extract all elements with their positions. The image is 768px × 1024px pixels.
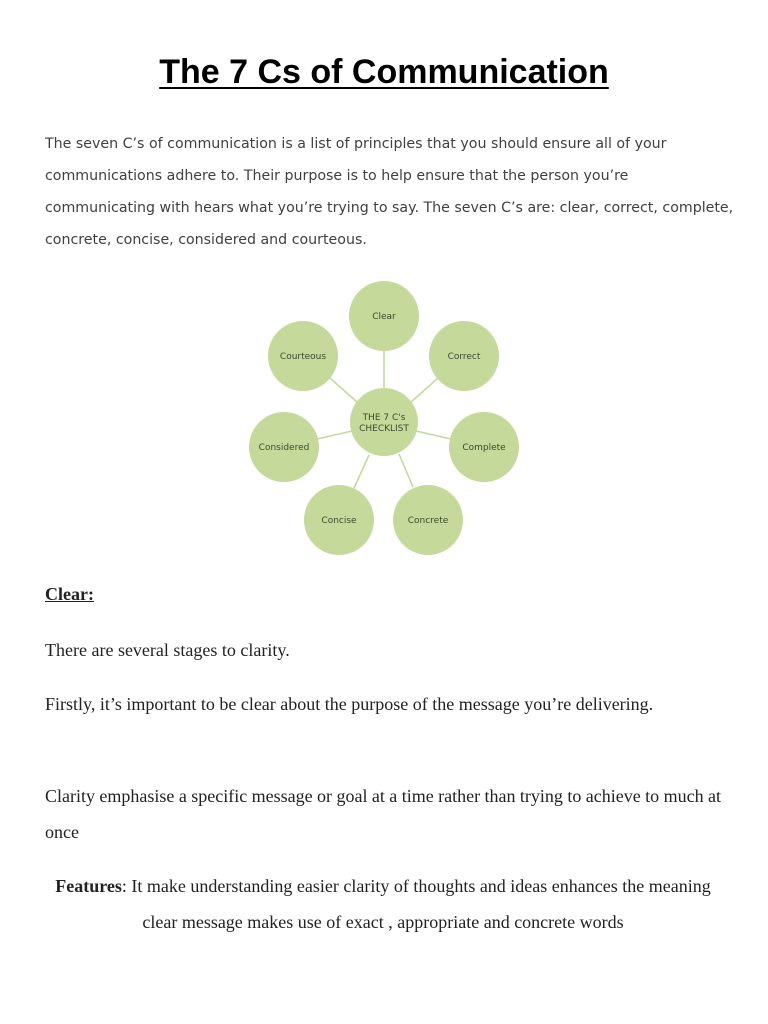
clear-paragraph-2: Firstly, it’s important to be clear about the purpose of the message you’re delivering. [45,694,654,714]
seven-cs-diagram [0,270,768,570]
node-label-concise: Concise [321,516,357,526]
connector-line-concrete [399,454,413,487]
node-label-complete: Complete [462,443,506,453]
node-complete [449,412,519,482]
connector-line-courteous [330,378,358,403]
clear-paragraph-3: Clarity emphasise a specific message or goal at a time rather than trying to achieve to much at once [45,786,721,842]
connector-line-concise [354,455,369,488]
node-clear [349,281,419,351]
page-title: The 7 Cs of Communication [159,53,609,91]
node-concrete [393,485,463,555]
section-heading-clear: Clear: [45,584,94,604]
node-courteous [268,321,338,391]
node-considered [249,412,319,482]
features-paragraph [45,868,721,940]
seven-cs-diagram-svg [0,270,768,570]
node-correct [429,321,499,391]
node-label-concrete: Concrete [407,516,449,526]
connector-line-considered [317,431,352,439]
node-label-considered: Considered [258,443,310,453]
connector-line-correct [410,378,438,403]
clear-paragraph-1: There are several stages to clarity. [45,640,290,660]
features-label: Features [55,876,122,896]
center-label-line1: THE 7 C's [362,413,406,423]
features-text: : It make understanding easier clarity of thoughts and ideas enhances the meaning clear message makes use of exact , appropriate and concrete words [121,876,711,932]
intro-paragraph: The seven C’s of communication is a list of principles that you should ensure all of your communications adhere to. Their purpose is to help ensure that the person you’re communicating with hears what you’re trying to say. The seven C’s are: clear, correct, complete, concrete, concise, considered and courteous. [45,136,734,248]
center-node [350,388,418,456]
node-label-courteous: Courteous [279,352,327,362]
node-label-clear: Clear [372,312,396,322]
connector-line-complete [416,431,451,439]
center-label-line2: CHECKLIST [359,424,409,434]
node-label-correct: Correct [447,352,481,362]
node-concise [304,485,374,555]
